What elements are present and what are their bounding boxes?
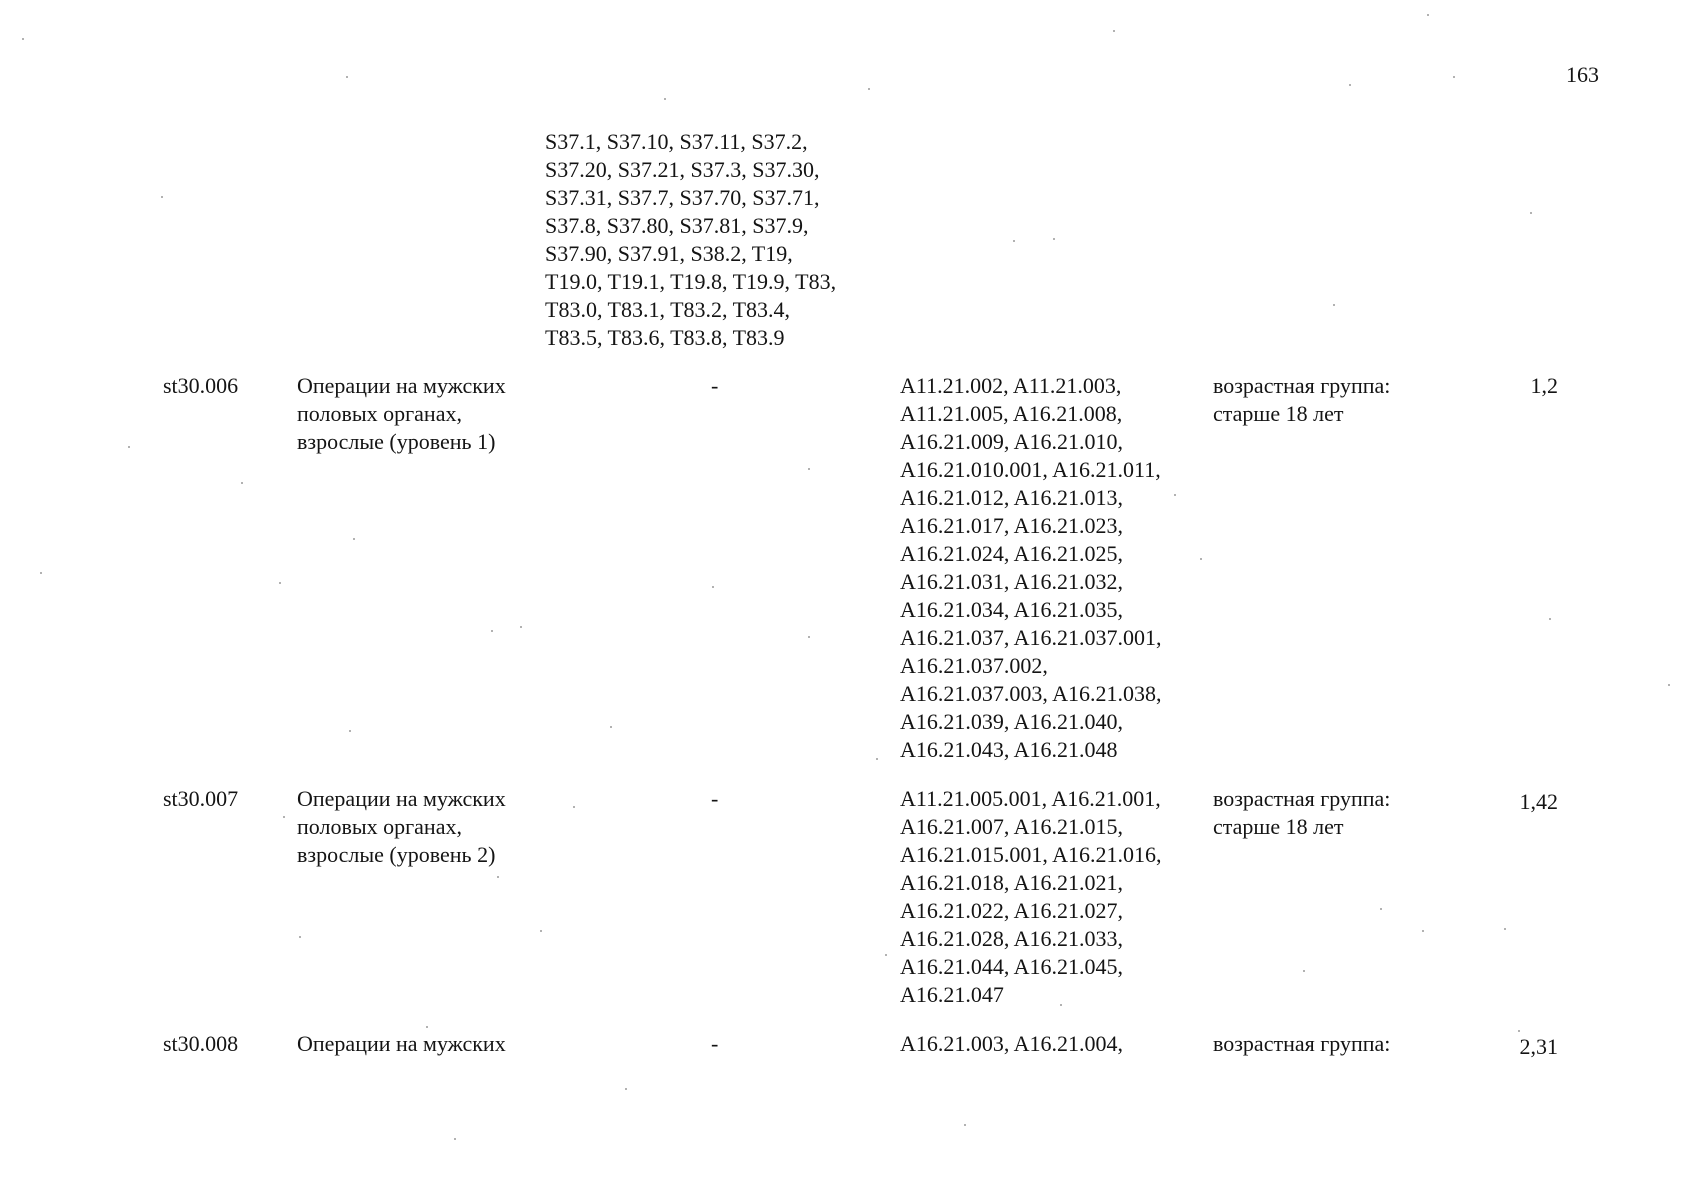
- scan-speck: [1174, 494, 1176, 496]
- scan-speck: [161, 196, 163, 198]
- scan-speck: [491, 630, 493, 632]
- row-services: A16.21.003, A16.21.004,: [900, 1031, 1124, 1056]
- scan-speck: [573, 806, 575, 808]
- scan-speck: [1200, 558, 1202, 560]
- scan-speck: [299, 936, 301, 938]
- scan-speck: [1518, 1030, 1520, 1032]
- scan-speck: [426, 1026, 428, 1028]
- row-coefficient: 1,42: [1519, 789, 1558, 814]
- scan-speck: [1013, 240, 1015, 242]
- scan-speck: [712, 586, 714, 588]
- scan-speck: [349, 730, 351, 732]
- scan-speck: [279, 582, 281, 584]
- row-name: Операции на мужских: [297, 1031, 506, 1056]
- row-coefficient: 2,31: [1519, 1034, 1558, 1059]
- scan-speck: [1303, 970, 1305, 972]
- row-coefficient: 1,2: [1530, 373, 1558, 398]
- scan-speck: [1453, 76, 1455, 78]
- row-additional-criteria: возрастная группа:: [1213, 1031, 1391, 1056]
- page-number: 163: [1566, 62, 1599, 87]
- scan-speck: [1349, 84, 1351, 86]
- row-diagnosis: -: [711, 786, 719, 811]
- row-additional-criteria: возрастная группа: старше 18 лет: [1213, 373, 1391, 426]
- scan-speck: [1530, 212, 1532, 214]
- row-additional-criteria: возрастная группа: старше 18 лет: [1213, 786, 1391, 839]
- scan-speck: [241, 482, 243, 484]
- row-diagnosis: -: [711, 373, 719, 398]
- scan-speck: [40, 572, 42, 574]
- scan-speck: [1549, 618, 1551, 620]
- scan-speck: [1333, 304, 1335, 306]
- row-diagnosis: -: [711, 1031, 719, 1056]
- row-services: A11.21.002, A11.21.003, A11.21.005, A16.21.008, A16.21.009, A16.21.010, A16.21.010.001, A16.21.011, A16.21.012, A16.21.013, A16.21.017, A16.21.023, A16.21.024, A16.21.025, A16.21.031, A16.21.032, A16.21.034, A16.21.035, A16.21.037, A16.21.037.001, A16.21.037.002, A16.21.037.003, A16.21.038, A16.21.039, A16.21.040, A16.21.043, A16.21.048: [900, 373, 1162, 762]
- scan-speck: [876, 758, 878, 760]
- scan-speck: [128, 446, 130, 448]
- continued-diagnosis-codes: S37.1, S37.10, S37.11, S37.2, S37.20, S37.21, S37.3, S37.30, S37.31, S37.7, S37.70, S37.71, S37.8, S37.80, S37.81, S37.9, S37.90, S37.91, S38.2, T19, T19.0, T19.1, T19.8, T19.9, T83, T83.0, T83.1, T83.2, T83.4, T83.5, T83.6, T83.8, T83.9: [545, 129, 837, 350]
- scan-speck: [610, 726, 612, 728]
- scan-speck: [520, 626, 522, 628]
- scan-speck: [454, 1138, 456, 1140]
- scan-speck: [497, 876, 499, 878]
- scan-speck: [868, 88, 870, 90]
- scan-speck: [964, 1124, 966, 1126]
- scan-speck: [1427, 14, 1429, 16]
- scan-speck: [1113, 30, 1115, 32]
- scan-speck: [808, 468, 810, 470]
- scan-speck: [22, 38, 24, 40]
- row-code: st30.006: [163, 373, 239, 398]
- scan-speck: [885, 954, 887, 956]
- scan-speck: [664, 98, 666, 100]
- scan-speck: [1060, 1004, 1062, 1006]
- row-name: Операции на мужских половых органах, взрослые (уровень 2): [297, 786, 506, 867]
- scan-speck: [1504, 928, 1506, 930]
- scan-speck: [808, 636, 810, 638]
- scan-speck: [540, 930, 542, 932]
- scan-speck: [1053, 238, 1055, 240]
- scan-speck: [625, 1088, 627, 1090]
- row-code: st30.008: [163, 1031, 239, 1056]
- row-code: st30.007: [163, 786, 239, 811]
- scan-speck: [1668, 684, 1670, 686]
- scan-speck: [1422, 930, 1424, 932]
- row-name: Операции на мужских половых органах, взрослые (уровень 1): [297, 373, 506, 454]
- scan-speck: [346, 76, 348, 78]
- scan-speck: [283, 816, 285, 818]
- scan-speck: [1380, 908, 1382, 910]
- row-services: A11.21.005.001, A16.21.001, A16.21.007, A16.21.015, A16.21.015.001, A16.21.016, A16.21.018, A16.21.021, A16.21.022, A16.21.027, A16.21.028, A16.21.033, A16.21.044, A16.21.045, A16.21.047: [900, 786, 1162, 1007]
- scan-speck: [353, 538, 355, 540]
